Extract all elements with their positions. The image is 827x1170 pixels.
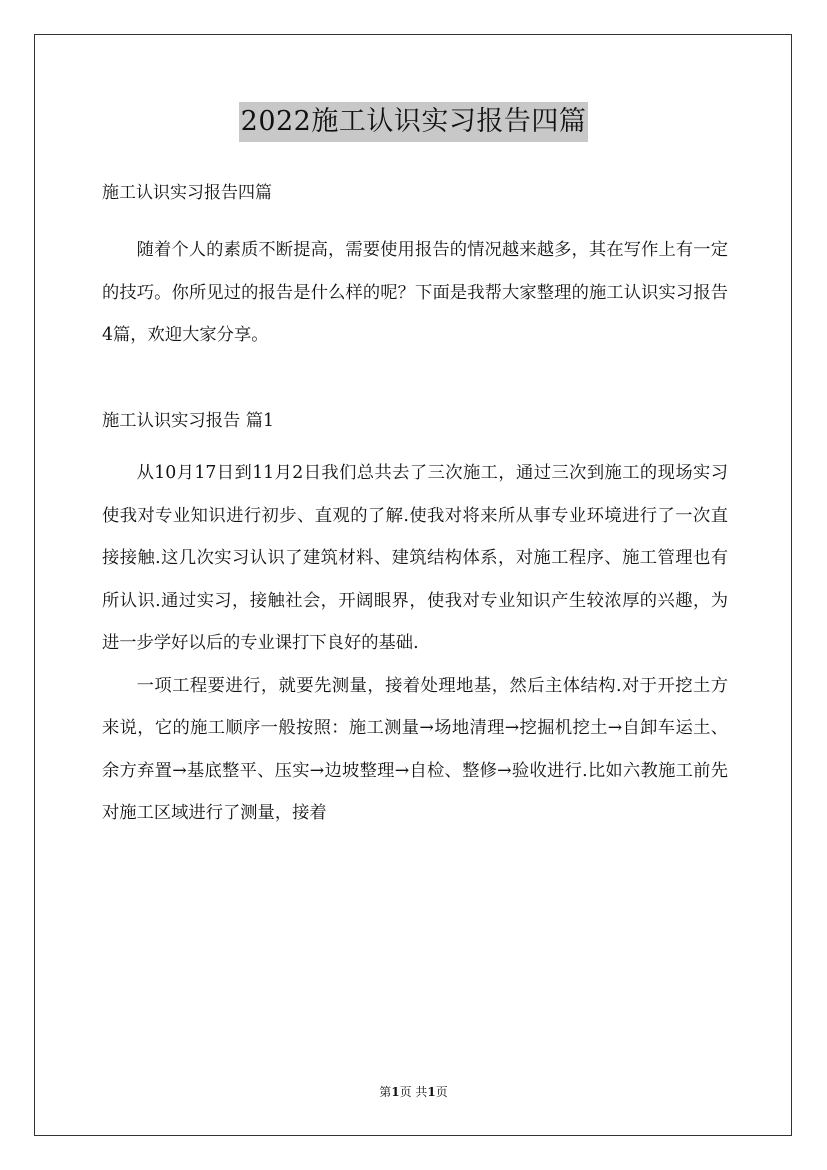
page-prefix: 第 [379,1085,392,1099]
document-subtitle: 施工认识实习报告四篇 [102,183,272,203]
section-heading: 施工认识实习报告 篇1 [102,410,275,431]
body-paragraph: 一项工程要进行，就要先测量，接着处理地基，然后主体结构.对于开挖土方来说，它的施工顺序一般按照：施工测量→场地清理→挖掘机挖土→自卸车运土、余方弃置→基底整平、压实→边坡整理→自检、整修→验收进行.比如六教施工前先对施工区域进行了测量，接着 [102,675,728,823]
page-suffix: 页 [435,1085,448,1099]
page-mid: 页 共 [399,1085,428,1099]
page-number: 1 [391,1085,400,1099]
page-footer [0,1084,827,1100]
intro-paragraph: 随着个人的素质不断提高，需要使用报告的情况越来越多，其在写作上有一定的技巧。你所见过的报告是什么样的呢？下面是我帮大家整理的施工认识实习报告4篇，欢迎大家分享。 [102,240,728,345]
body-paragraph: 从10月17日到11月2日我们总共去了三次施工，通过三次到施工的现场实习使我对专业知识进行初步、直观的了解.使我对将来所从事专业环境进行了一次直接接触.这几次实习认识了建筑材料、建筑结构体系，对施工程序、施工管理也有所认识.通过实习，接触社会，开阔眼界，使我对专业知识产生较浓厚的兴趣，为进一步学好以后的专业课打下良好的基础. [102,463,728,653]
document-body [102,229,728,835]
document-title: 2022施工认识实习报告四篇 [239,102,589,142]
page-total: 1 [427,1085,436,1099]
title-container [0,102,827,142]
